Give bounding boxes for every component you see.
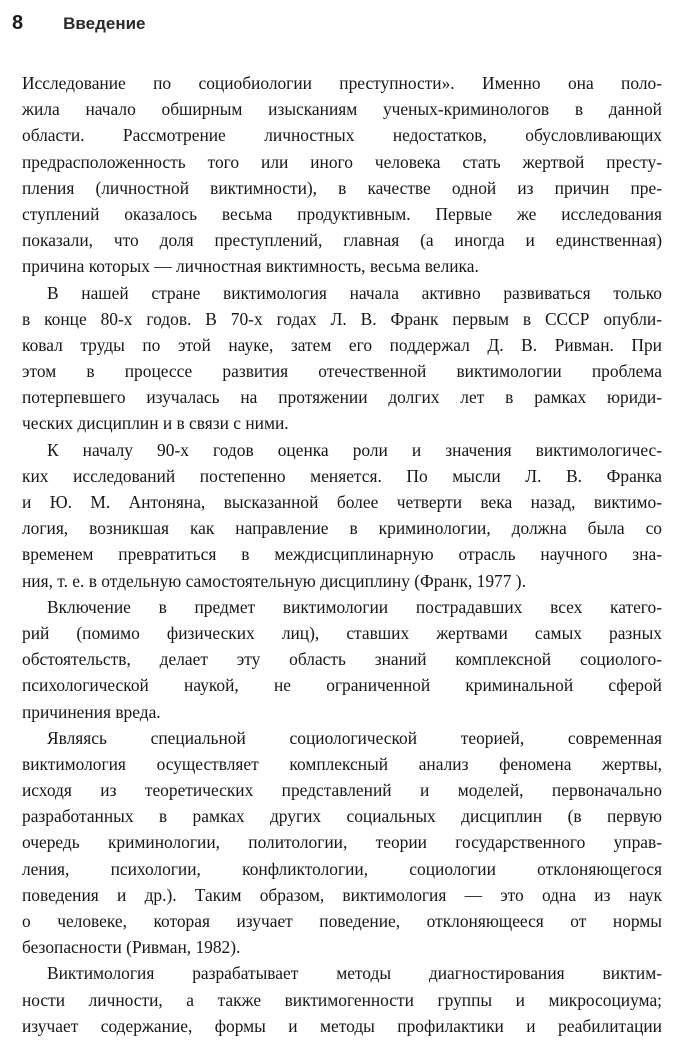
text-line: поведения и др.). Таким образом, виктимология — это одна из наук [22, 884, 662, 905]
text-line: логия, возникшая как направление в криминологии, должна была со [22, 518, 662, 539]
text-line: виктимология осуществляет комплексный анализ феномена жертвы, [22, 753, 662, 774]
text-line: В нашей стране виктимология начала активно развиваться только [47, 282, 662, 303]
text-line: пления (личностной виктимности), в качестве одной из причин пре- [22, 177, 662, 198]
text-line: Включение в предмет виктимологии пострадавших всех катего- [47, 596, 662, 617]
text-line: ступлений оказалось весьма продуктивным. Первые же исследования [22, 203, 662, 224]
text-line: Исследование по социобиологии преступности». Именно она поло- [22, 73, 662, 93]
text-line: о человеке, которая изучает поведение, отклоняющееся от нормы [22, 911, 662, 931]
text-line: этом в процессе развития отечественной виктимологии проблема [22, 361, 662, 382]
text-line: разработанных в рамках других социальных дисциплин (в первую [22, 806, 662, 827]
text-line: показали, что доля преступлений, главная (а иногда и единственная) [22, 230, 662, 251]
text-line: ковал труды по этой науке, затем его поддержал Д. В. Ривман. При [22, 334, 662, 355]
text-line: временем превратиться в междисциплинарную отрасль научного зна- [22, 544, 662, 565]
text-line: ния, т. е. в отдельную самостоятельную дисциплину (Франк, 1977 ). [22, 570, 526, 591]
running-head [12, 12, 146, 35]
text-line: ности личности, а также виктимогенности группы и микросоциума; [22, 989, 662, 1010]
text-line: предрасположенность того или иного человека стать жертвой престу- [22, 151, 662, 172]
page-number: 8 [12, 12, 24, 34]
section-title: Введение [63, 14, 146, 33]
text-line: ческих дисциплин и в связи с ними. [22, 413, 289, 434]
text-line: безопасности (Ривман, 1982). [22, 937, 241, 958]
text-line: Виктимология разрабатывает методы диагностирования виктим- [47, 963, 662, 984]
text-line: ких исследований постепенно меняется. По мысли Л. В. Франка [22, 465, 662, 486]
text-line: исходя из теоретических представлений и моделей, первоначально [22, 780, 662, 801]
text-line: в конце 80-х годов. В 70-х годах Л. В. Франк первым в СССР опубли- [22, 308, 662, 329]
text-line: К началу 90-х годов оценка роли и значения виктимологичес- [47, 439, 662, 460]
text-line: потерпевшего изучалась на протяжении долгих лет в рамках юриди- [22, 387, 662, 408]
text-line: жила начало обширным изысканиям ученых-криминологов в данной [22, 99, 662, 120]
text-line: ления, психологии, конфликтологии, социологии отклоняющегося [22, 858, 662, 879]
text-line: причина которых — личностная виктимность, весьма велика. [22, 256, 479, 277]
text-line: и Ю. М. Антоняна, высказанной более четверти века назад, виктимо- [22, 492, 662, 512]
text-line: рий (помимо физических лиц), ставших жертвами самых разных [22, 622, 662, 643]
text-line: обстоятельств, делает эту область знаний комплексной социолого- [22, 649, 662, 670]
text-line: психологической наукой, не ограниченной криминальной сферой [22, 675, 662, 696]
text-line: области. Рассмотрение личностных недостатков, обусловливающих [22, 125, 662, 146]
text-line: очередь криминологии, политологии, теории государственного управ- [22, 832, 662, 853]
text-line: Являясь специальной социологической теорией, современная [47, 727, 662, 748]
text-line: причинения вреда. [22, 701, 161, 722]
text-line: изучает содержание, формы и методы профилактики и реабилитации [22, 1015, 662, 1036]
body-text [22, 70, 662, 1039]
